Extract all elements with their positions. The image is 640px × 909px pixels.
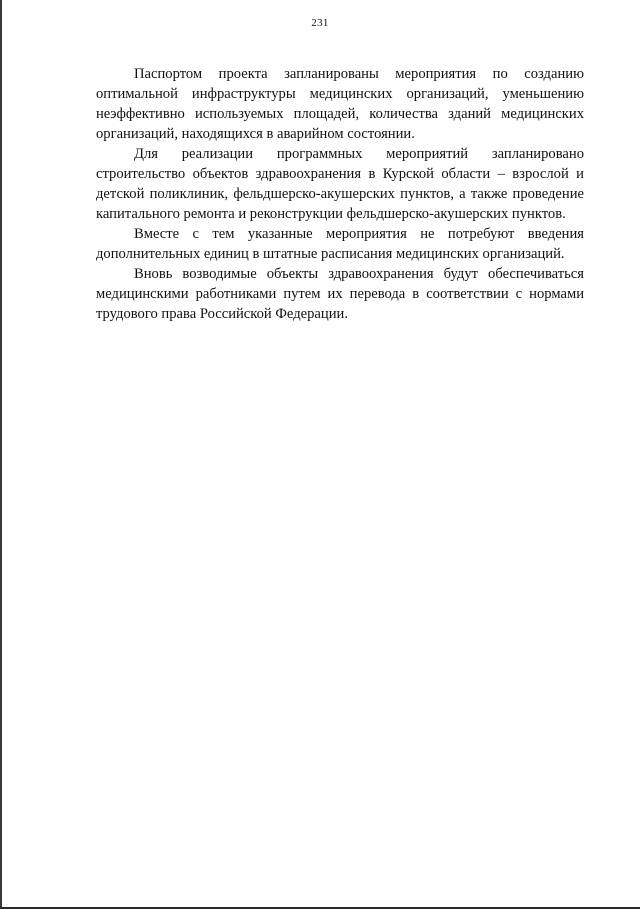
scan-left-edge bbox=[0, 0, 2, 909]
paragraph: Паспортом проекта запланированы мероприятия по созданию оптимальной инфраструктуры медицинских организаций, уменьшению неэффективно используемых площадей, количества зданий медицинских организаций, находящихся в аварийном состоянии. bbox=[96, 66, 584, 142]
paragraph: Вновь возводимые объекты здравоохранения будут обеспечиваться медицинскими работниками путем их перевода в соответствии с нормами трудового права Российской Федерации. bbox=[96, 266, 584, 322]
paragraph: Для реализации программных мероприятий запланировано строительство объектов здравоохранения в Курской области – взрослой и детской поликлиник, фельдшерско-акушерских пунктов, а также проведение капитального ремонта и реконструкции фельдшерско-акушерских пунктов. bbox=[96, 146, 584, 222]
page-number: 231 bbox=[311, 17, 329, 29]
paragraph: Вместе с тем указанные мероприятия не потребуют введения дополнительных единиц в штатные расписания медицинских организаций. bbox=[96, 226, 584, 262]
document-body bbox=[96, 64, 584, 324]
